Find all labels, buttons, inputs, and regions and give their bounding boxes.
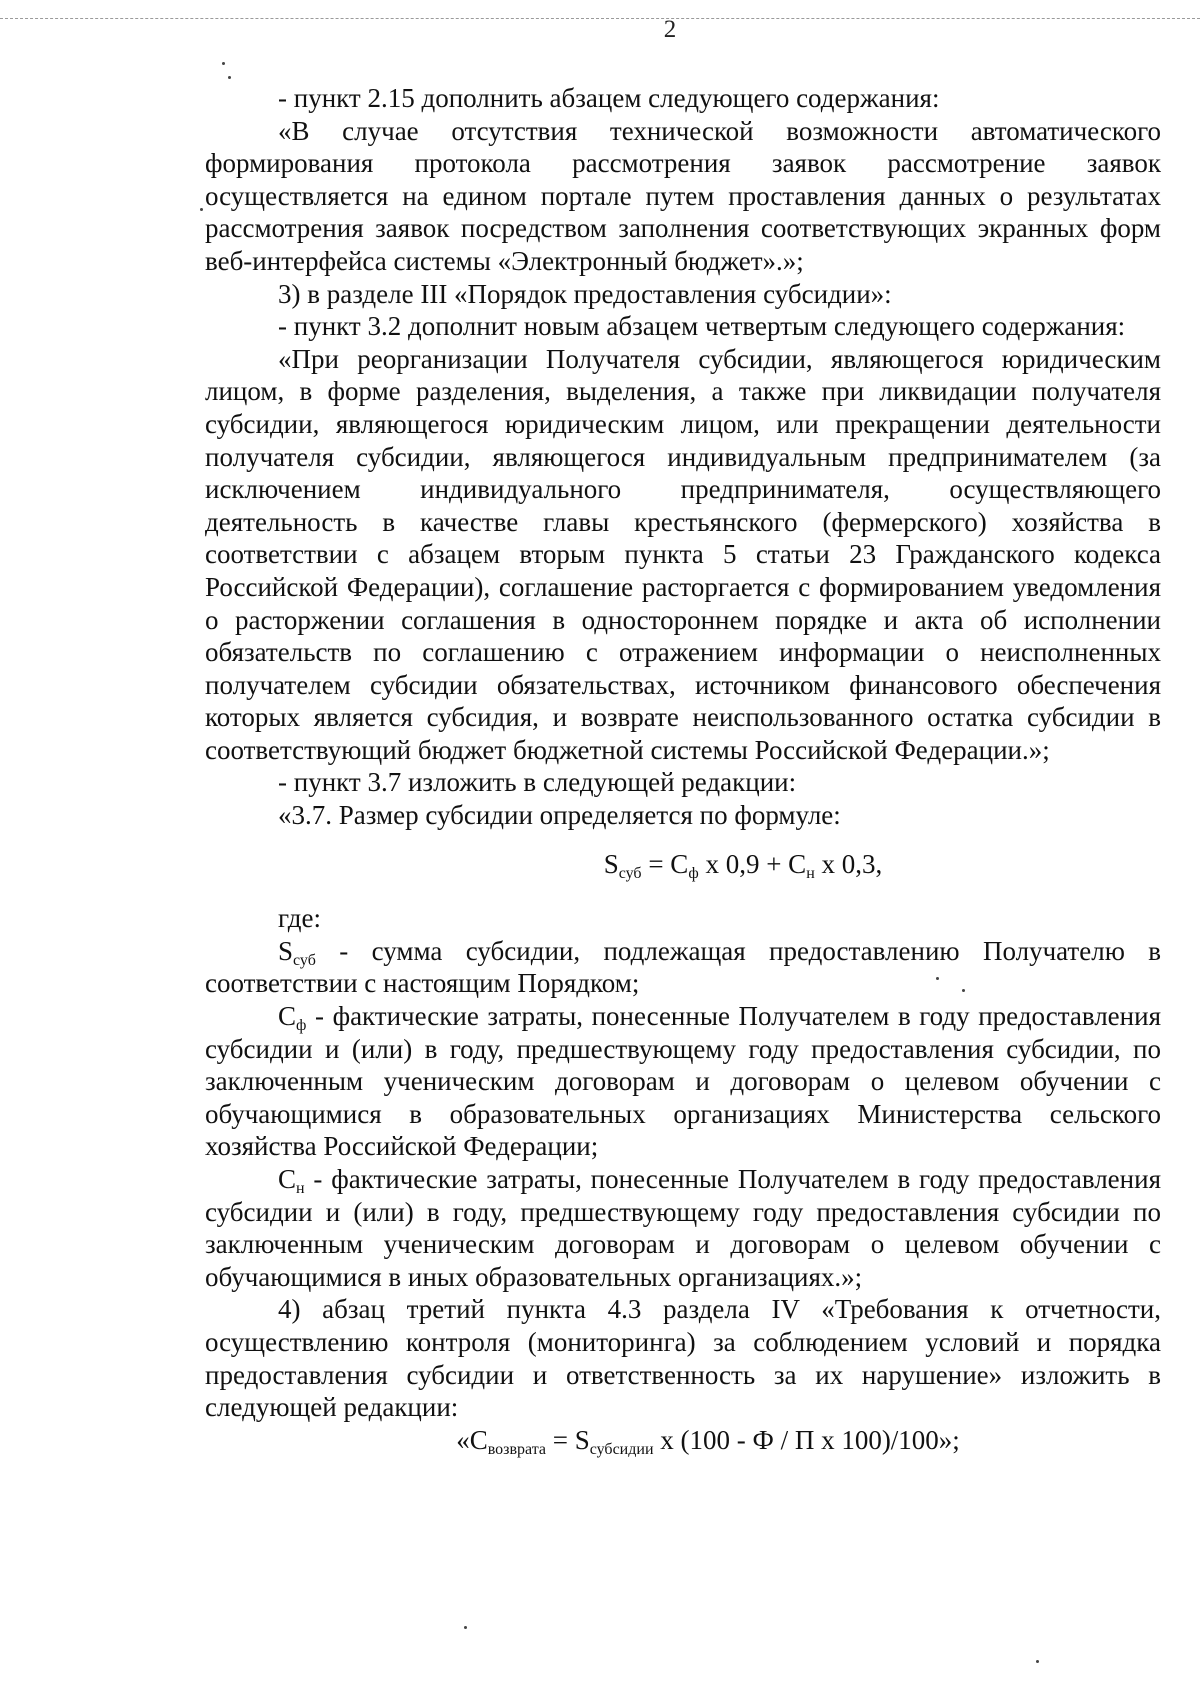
scan-speck bbox=[200, 208, 203, 211]
definition-c-f: $С_ф$ - фактические затраты, понесенные Получателем в году предоставления субсидии и (или) в году, предшествующему году предоставления субсидии, по заключенным ученическим договорам и договорам о целевом обучении с обучающимися в образовательных организациях Министерства сельского хозяйства Российской Федерации; bbox=[205, 1001, 1161, 1162]
paragraph-electronic-budget: «В случае отсутствия технической возможности автоматического формирования протокола рассмотрения заявок рассмотрение заявок осуществляется на едином портале путем проставления данных о результатах рассмотрения заявок посредством заполнения соответствующих экранных форм веб-интерфейса системы «Электронный бюджет».»; bbox=[205, 115, 1161, 276]
paragraph-item-3-7: - пункт 3.7 изложить в следующей редакции: bbox=[278, 767, 797, 798]
paragraph-where: где: bbox=[278, 903, 321, 934]
paragraph-reorganization: «При реорганизации Получателя субсидии, являющегося юридическим лицом, в форме разделения, выделения, а также при ликвидации получателя субсидии, являющегося юридическим лицом, или прекращении деятельности получателя субсидии, являющегося индивидуальным предпринимателем (за исключением индивидуального предпринимателя, осуществляющего деятельность в качестве главы крестьянского (фермерского) хозяйства в соответствии с абзацем вторым пункта 5 статьи 23 Гражданского кодекса Российской Федерации), соглашение расторгается с формированием уведомления о расторжении соглашения в одностороннем порядке и акта об исполнении обязательств по соглашению с отражением информации о неисполненных получателем субсидии обязательствах, источником финансового обеспечения которых является субсидия, и возврате неиспользованного остатка субсидии в соответствующий бюджет бюджетной системы Российской Федерации.»; bbox=[205, 343, 1161, 765]
scan-speck bbox=[222, 62, 225, 65]
paragraph-formula-intro: «3.7. Размер субсидии определяется по формуле: bbox=[278, 800, 841, 831]
scan-speck bbox=[936, 977, 939, 980]
paragraph-section-3: 3) в разделе III «Порядок предоставления субсидии»: bbox=[278, 278, 892, 309]
formula-subsidy-size: $S_{суб} = С_ф$ х $0,9 + С_н$ х 0,3, bbox=[603, 848, 883, 882]
scan-speck bbox=[962, 989, 965, 992]
paragraph-item-2-15: - пункт 2.15 дополнить абзацем следующего содержания: bbox=[278, 83, 940, 113]
definition-s-sub: $S_{суб}$ - сумма субсидии, подлежащая предоставлению Получателю в соответствии с настоящим Порядком; bbox=[205, 935, 1161, 999]
scan-speck bbox=[228, 76, 231, 79]
scan-speck bbox=[464, 1626, 467, 1629]
document-body bbox=[205, 82, 1161, 1456]
formula-return-amount: «$С_{возврата} = S_{субсидии}$ х (100 - Ф / П х 100)/100»; bbox=[456, 1424, 960, 1458]
definition-c-n: $С_н$ - фактические затраты, понесенные Получателем в году предоставления субсидии и (или) в году, предшествующему году предоставления субсидии по заключенным ученическим договорам и договорам о целевом обучении с обучающимися в иных образовательных организациях.»; bbox=[205, 1164, 1161, 1292]
paragraph-item-4: 4) абзац третий пункта 4.3 раздела IV «Требования к отчетности, осуществлению контроля (мониторинга) за соблюдением условий и порядка предоставления субсидии и ответственность за их нарушение» изложить в следующей редакции: bbox=[205, 1294, 1161, 1423]
page-number: 2 bbox=[663, 16, 677, 43]
scan-speck bbox=[1036, 1660, 1039, 1663]
paragraph-item-3-2: - пункт 3.2 дополнит новым абзацем четвертым следующего содержания: bbox=[278, 311, 1126, 342]
